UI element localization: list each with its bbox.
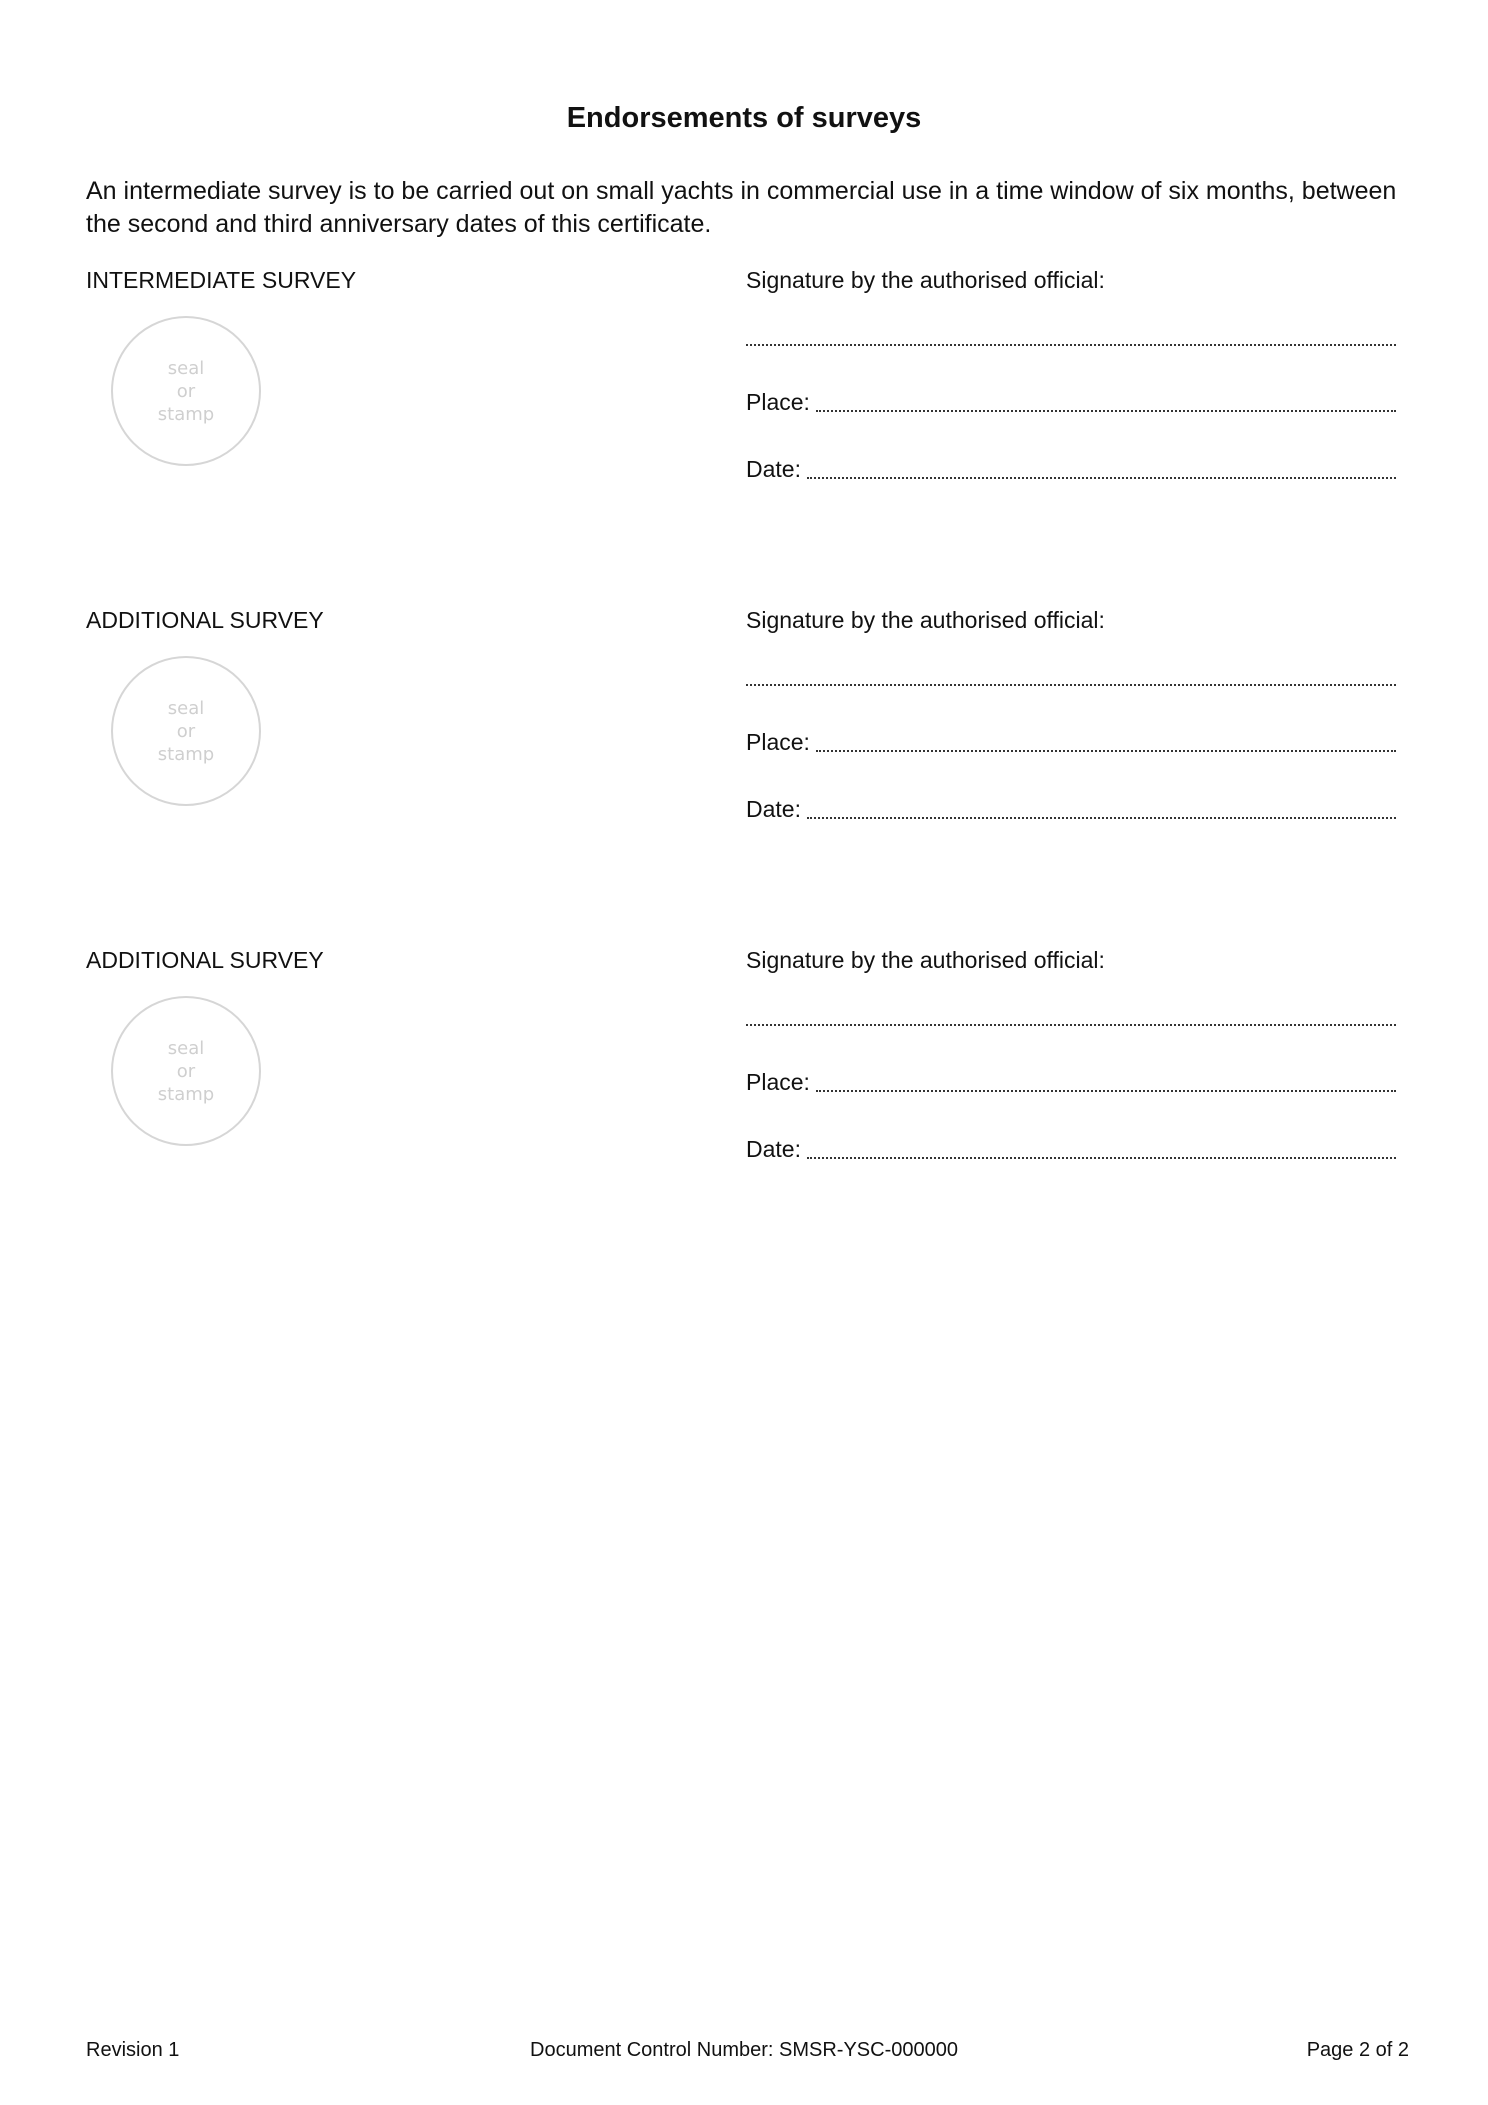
signature-label: Signature by the authorised official: xyxy=(746,947,1105,973)
seal-stamp-placeholder xyxy=(111,656,261,806)
place-label: Place: xyxy=(746,729,810,755)
date-label: Date: xyxy=(746,456,801,482)
date-label: Date: xyxy=(746,1136,801,1162)
footer-page-number: Page 2 of 2 xyxy=(1306,2039,1409,2061)
stamp-text: seal xyxy=(167,697,205,719)
stamp-text: stamp xyxy=(157,1083,215,1105)
signature-label: Signature by the authorised official: xyxy=(746,607,1105,633)
page-title: Endorsements of surveys xyxy=(566,102,922,134)
stamp-text: seal xyxy=(167,1037,205,1059)
signature-label: Signature by the authorised official: xyxy=(746,267,1105,293)
date-label: Date: xyxy=(746,796,801,822)
dotted-line xyxy=(816,728,1396,756)
dotted-line xyxy=(746,1002,1396,1030)
signature-field[interactable] xyxy=(746,662,1396,690)
stamp-text: or xyxy=(176,720,196,742)
stamp-text: seal xyxy=(167,357,205,379)
date-field[interactable] xyxy=(746,795,1396,823)
dotted-line xyxy=(816,1068,1396,1096)
intro-paragraph: An intermediate survey is to be carried out on small yachts in commercial use in a time window of six months, between the second and third anniversary dates of this certificate. xyxy=(86,177,1397,238)
footer-revision: Revision 1 xyxy=(86,2039,180,2061)
survey-label: ADDITIONAL SURVEY xyxy=(86,607,324,633)
dotted-line xyxy=(816,388,1396,416)
place-label: Place: xyxy=(746,389,810,415)
place-field[interactable] xyxy=(746,388,1396,416)
dotted-line xyxy=(807,1135,1396,1163)
place-label: Place: xyxy=(746,1069,810,1095)
dotted-line xyxy=(746,322,1396,350)
stamp-text: or xyxy=(176,380,196,402)
dotted-line xyxy=(807,795,1396,823)
stamp-text: or xyxy=(176,1060,196,1082)
date-field[interactable] xyxy=(746,1135,1396,1163)
signature-field[interactable] xyxy=(746,1002,1396,1030)
survey-label: INTERMEDIATE SURVEY xyxy=(86,267,357,293)
place-field[interactable] xyxy=(746,728,1396,756)
survey-section-intermediate xyxy=(0,266,1488,586)
survey-label: ADDITIONAL SURVEY xyxy=(86,947,324,973)
seal-stamp-placeholder xyxy=(111,996,261,1146)
seal-stamp-placeholder xyxy=(111,316,261,466)
date-field[interactable] xyxy=(746,455,1396,483)
dotted-line xyxy=(746,662,1396,690)
dotted-line xyxy=(807,455,1396,483)
place-field[interactable] xyxy=(746,1068,1396,1096)
survey-section-additional xyxy=(0,606,1488,926)
stamp-text: stamp xyxy=(157,403,215,425)
survey-section-additional xyxy=(0,946,1488,1266)
footer-document-control-number: Document Control Number: SMSR-YSC-000000 xyxy=(530,2039,958,2061)
signature-field[interactable] xyxy=(746,322,1396,350)
stamp-text: stamp xyxy=(157,743,215,765)
